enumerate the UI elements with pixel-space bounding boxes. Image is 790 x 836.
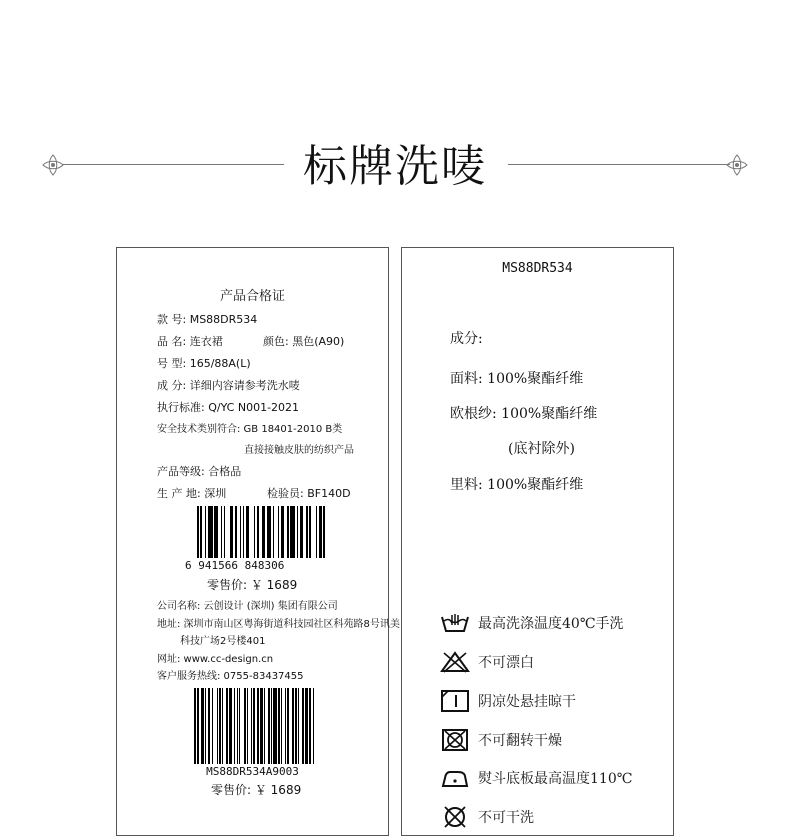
barcode-bar (323, 506, 325, 558)
certificate-title: 产品合格证 (219, 289, 285, 304)
barcode-bar (234, 688, 235, 764)
barcode-bar (319, 506, 322, 558)
barcode-bar (253, 688, 255, 764)
ean-barcode (197, 506, 325, 558)
product-color: 颜色: 黑色(A90) (263, 335, 345, 348)
barcode-bar (205, 506, 207, 558)
retail-price-bottom: 零售价: ￥ 1689 (211, 783, 302, 797)
mesh-note: (底衬除外) (508, 441, 575, 457)
no-dry-clean-icon (440, 805, 470, 829)
barcode-bar (309, 506, 311, 558)
certificate-label (116, 247, 400, 836)
barcode-bar (257, 688, 258, 764)
care-text: 熨斗底板最高温度110℃ (478, 771, 633, 787)
product-grade: 产品等级: 合格品 (157, 465, 242, 478)
barcode-bar (222, 688, 223, 764)
barcode-bar (229, 688, 232, 764)
barcode-bar (285, 688, 286, 764)
barcode-bar (273, 506, 275, 558)
barcode-bar (287, 688, 289, 764)
barcode-bar (260, 688, 263, 764)
product-name: 品 名: 连衣裙 (157, 335, 223, 348)
standard: 执行标准: Q/YC N001-2021 (157, 401, 300, 414)
barcode-bar (217, 688, 218, 764)
divider-right (508, 164, 730, 165)
inspector: 检验员: BF140D (267, 487, 351, 500)
care-text: 不可干洗 (478, 810, 534, 826)
care-text: 不可翻转干燥 (478, 733, 562, 749)
barcode-bar (197, 688, 198, 764)
iron-low-icon (440, 766, 470, 790)
barcode-bar (247, 688, 248, 764)
fabric-composition: 面料: 100%聚酯纤维 (450, 371, 584, 387)
barcode-bar (264, 688, 265, 764)
composition-note: 成 分: 详细内容请参考洗水唛 (157, 379, 300, 392)
barcode-bar (226, 688, 228, 764)
barcode-bar (243, 506, 245, 558)
address-line1: 地址: 深圳市南山区粤海街道科技园社区科苑路8号讯美 (157, 619, 400, 630)
line-dry-shade-icon (440, 689, 470, 713)
barcode-bar (287, 506, 289, 558)
barcode-bar (194, 688, 196, 764)
care-text: 阴凉处悬挂晾干 (478, 694, 576, 710)
care-text: 最高洗涤温度40℃手洗 (478, 616, 624, 632)
barcode-bar (273, 688, 276, 764)
barcode-bar (251, 688, 252, 764)
barcode-bar (305, 688, 308, 764)
code128-text: MS88DR534A9003 (206, 765, 299, 778)
barcode-bar (235, 506, 237, 558)
style-number: 款 号: MS88DR534 (157, 313, 258, 326)
barcode-bar (313, 688, 314, 764)
barcode-bar (214, 506, 217, 558)
barcode-bar (271, 688, 272, 764)
barcode-bar (306, 506, 308, 558)
barcode-bar (208, 506, 213, 558)
barcode-bar (257, 506, 259, 558)
barcode-bar (244, 688, 246, 764)
barcode-bar (268, 688, 270, 764)
safety-category: 安全技术类别符合: GB 18401-2010 B类 (157, 424, 343, 435)
barcode-bar (295, 688, 297, 764)
barcode-bar (281, 688, 282, 764)
ornament-right-icon (724, 152, 750, 178)
lining-composition: 里料: 100%聚酯纤维 (450, 477, 584, 493)
care-text: 不可漂白 (478, 655, 534, 671)
mesh-composition: 欧根纱: 100%聚酯纤维 (450, 406, 598, 422)
composition-heading: 成分: (450, 331, 483, 347)
barcode-bar (237, 688, 238, 764)
address-line2: 科技广场2号楼401 (180, 636, 266, 647)
section-header (0, 128, 790, 198)
safety-note: 直接接触皮肤的纺织产品 (244, 445, 354, 456)
barcode-bar (298, 688, 299, 764)
barcode-bar (297, 506, 299, 558)
barcode-bar (219, 688, 221, 764)
barcode-bar (300, 506, 303, 558)
barcode-bar (212, 688, 213, 764)
barcode-bar (240, 506, 242, 558)
website: 网址: www.cc-design.cn (157, 654, 274, 665)
page-title: 标牌洗唛 (303, 141, 487, 192)
barcode-bar (239, 688, 240, 764)
barcode-bar (197, 506, 199, 558)
barcode-bar (205, 688, 206, 764)
barcode-bar (262, 506, 265, 558)
barcode-bar (208, 688, 210, 764)
barcode-bar (302, 688, 304, 764)
no-tumble-dry-icon (440, 728, 470, 752)
barcode-bar (309, 688, 310, 764)
retail-price: 零售价: ￥ 1689 (207, 578, 298, 592)
barcode-bar (292, 688, 293, 764)
barcode-bar (246, 506, 249, 558)
barcode-bar (230, 506, 233, 558)
hand-wash-icon (440, 611, 470, 635)
barcode-bar (278, 688, 280, 764)
ean-digits: 6 941566 848306 (185, 559, 285, 572)
ornament-left-icon (40, 152, 66, 178)
barcode-bar (267, 506, 272, 558)
barcode-bar (316, 506, 318, 558)
care-label (401, 247, 674, 836)
service-hotline: 客户服务热线: 0755-83437455 (157, 671, 304, 682)
barcode-bar (221, 506, 223, 558)
size-spec: 号 型: 165/88A(L) (157, 357, 251, 370)
barcode-bar (201, 688, 204, 764)
barcode-bar (290, 506, 295, 558)
no-bleach-icon (440, 650, 470, 674)
barcode-bar (278, 506, 280, 558)
care-style-number: MS88DR534 (502, 261, 573, 276)
barcode-bar (254, 506, 256, 558)
code128-barcode (194, 688, 314, 764)
barcode-bar (281, 506, 284, 558)
divider-left (62, 164, 284, 165)
barcode-bar (200, 506, 202, 558)
barcode-bar (224, 506, 226, 558)
company-name: 公司名称: 云创设计 (深圳) 集团有限公司 (157, 601, 338, 612)
origin: 生 产 地: 深圳 (157, 487, 227, 500)
